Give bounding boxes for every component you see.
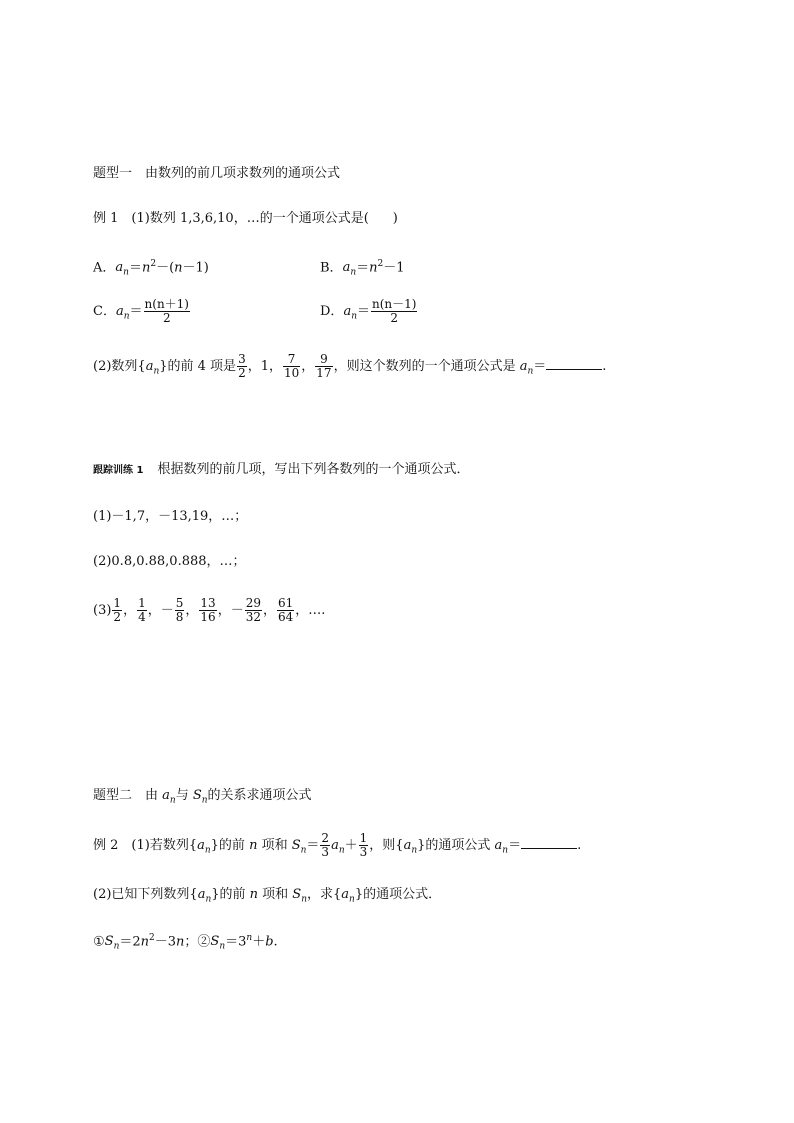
example-1-question-1: 例 1 (1)数列 1,3,6,10，…的一个通项公式是( ) [93, 211, 398, 226]
option-b[interactable]: B．$a_n=n^2-1$ [320, 259, 405, 278]
option-a[interactable]: A．$a_n=n^2-(n-1)$ [93, 259, 209, 278]
training-1-item-3: (3) $\frac{1}{2}$ ， $\frac{1}{4}$ ，－ $\frac{5}{8}$ ， $\frac{13}{16}$ ，－ $\frac{29}{32}$ ， $\frac{61}{64}$ ，…. [93, 596, 326, 624]
training-1-heading: 跟踪训练 1 根据数列的前几项，写出下列各数列的一个通项公式． [93, 462, 470, 477]
fraction: $\frac{n(n+1)}{2}$ [144, 297, 189, 325]
fraction: $\frac{1}{3}$ [359, 831, 368, 859]
fraction: $\frac{9}{17}$ [316, 352, 332, 380]
training-1-item-1: (1)－1,7，－13,19，…； [93, 509, 248, 524]
answer-blank[interactable] [546, 357, 602, 370]
fraction: $\frac{2}{3}$ [321, 831, 330, 859]
fraction: $\frac{7}{10}$ [283, 352, 300, 380]
section-title-2: 题型二 由 $a_n$与 $S_n$的关系求通项公式 [93, 788, 312, 806]
fraction: $\frac{13}{16}$ [200, 596, 216, 624]
answer-blank[interactable] [521, 836, 577, 849]
section-title-1: 题型一 由数列的前几项求数列的通项公式 [93, 166, 341, 181]
fraction: $\frac{29}{32}$ [245, 596, 261, 624]
fraction: $\frac{3}{2}$ [238, 352, 246, 380]
training-badge: 跟踪训练 1 [93, 465, 144, 476]
example-2-subitems: $①S_n=2n^2-3n$；$②S_n=3^n+b$. [93, 933, 278, 952]
example-2-question-2: (2)已知下列数列$\{a_n\}$的前 n 项和 $S_n$，求$\{a_n\}$的通项公式． [93, 887, 442, 905]
fraction: $\frac{1}{4}$ [138, 596, 146, 624]
option-d[interactable]: D．$a_n=$ $\frac{n(n-1)}{2}$ [320, 297, 417, 325]
fraction: $\frac{61}{64}$ [278, 596, 294, 624]
option-c[interactable]: C．$a_n=$ $\frac{n(n+1)}{2}$ [93, 297, 189, 325]
training-1-item-2: (2)0.8,0.88,0.888，…； [93, 554, 246, 569]
fraction: $\frac{1}{2}$ [113, 596, 122, 624]
example-2-question-1: 例 2 (1)若数列$\{a_n\}$的前 n 项和 $S_n=$ $\frac{2}{3}$ $a_n+$ $\frac{1}{3}$ ，则$\{a_n\}$的通项公式 $a_n=$ . [93, 831, 582, 859]
fraction: $\frac{n(n-1)}{2}$ [372, 297, 417, 325]
fraction: $\frac{5}{8}$ [175, 596, 184, 624]
example-1-question-2: (2)数列$\{a_n\}$的前 4 项是 $\frac{3}{2}$ ，1， $\frac{7}{10}$ ， $\frac{9}{17}$ ，则这个数列的一个通项公式是 $a_n=$ . [93, 352, 607, 380]
